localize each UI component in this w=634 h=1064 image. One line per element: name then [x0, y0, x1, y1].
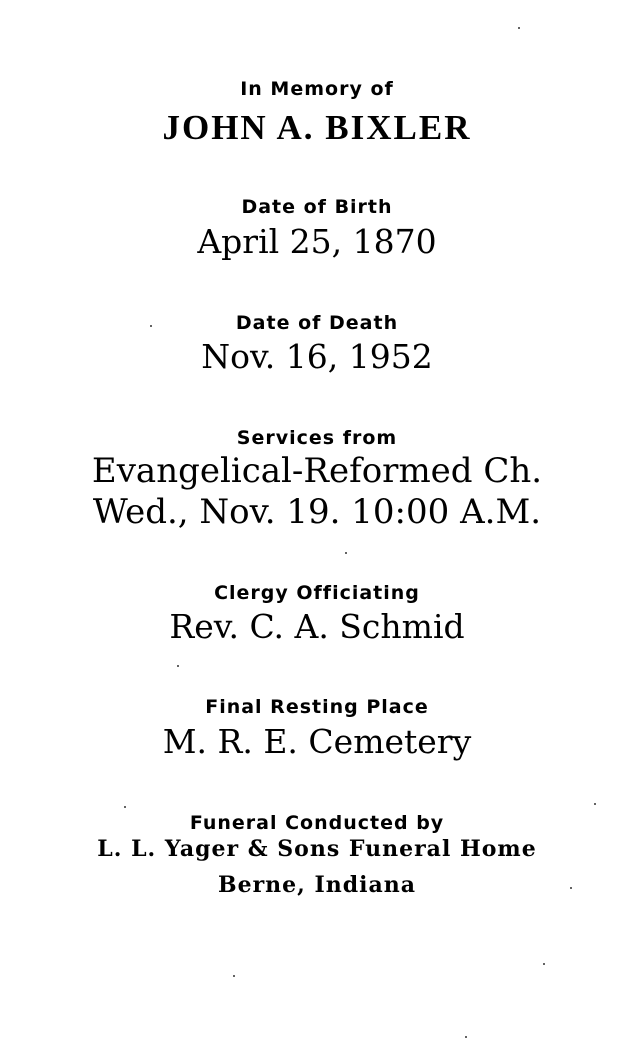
- clergy-name: Rev. C. A. Schmid: [169, 607, 465, 646]
- resting-place: M. R. E. Cemetery: [162, 722, 472, 761]
- print-speck: [543, 963, 545, 965]
- in-memory-label: In Memory of: [240, 78, 394, 100]
- deceased-name: JOHN A. BIXLER: [162, 108, 472, 147]
- death-date: Nov. 16, 1952: [201, 337, 433, 376]
- print-speck: [124, 806, 126, 808]
- services-place: Evangelical-Reformed Ch.: [91, 451, 543, 491]
- birth-date: April 25, 1870: [197, 222, 437, 261]
- print-speck: [233, 975, 235, 977]
- print-speck: [465, 1036, 467, 1038]
- print-speck: [518, 27, 520, 29]
- print-speck: [177, 665, 179, 667]
- funeral-home: L. L. Yager & Sons Funeral Home: [97, 836, 537, 862]
- death-label: Date of Death: [235, 312, 399, 334]
- clergy-label: Clergy Officiating: [214, 582, 420, 604]
- services-label: Services from: [236, 427, 398, 449]
- services-time: Wed., Nov. 19. 10:00 A.M.: [92, 492, 542, 532]
- resting-place-label: Final Resting Place: [205, 696, 429, 718]
- funeral-city: Berne, Indiana: [217, 872, 417, 898]
- print-speck: [345, 552, 347, 554]
- print-speck: [570, 887, 572, 889]
- birth-label: Date of Birth: [241, 196, 393, 218]
- print-speck: [150, 325, 152, 327]
- print-speck: [594, 803, 596, 805]
- funeral-conducted-label: Funeral Conducted by: [189, 812, 445, 834]
